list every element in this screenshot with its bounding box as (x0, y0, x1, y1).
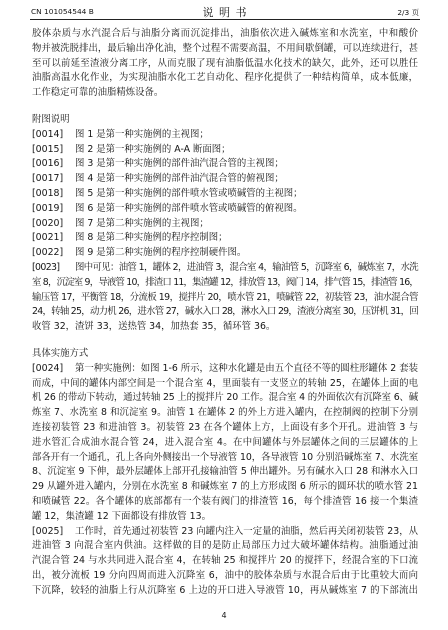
text-line: 汽混合管 24 与水共同进入混合室 4，在转轴 25 和搅拌片 20 的搅拌下，经混合室的下口流 (32, 555, 418, 567)
text-line: 收管 32，渣饼 33，送热管 34，加热套 35，循环管 36。 (32, 321, 276, 333)
section-heading-embodiment: 具体实施方式 (32, 347, 89, 359)
paragraph-number: [0018] (32, 187, 64, 199)
text-line: 进水管汇合成油水混合管 24，进入混合室 4。在中间罐体与外层罐体之间的三层罐体的上 (32, 436, 418, 448)
text-line: 输压管 17，平衡管 18，分流板 19，搅拌片 20，喷水管 21，喷碱管 22，初装管 23，油水混合管 (32, 291, 418, 303)
header-rule (30, 19, 420, 20)
paragraph-number: [0014] (32, 128, 64, 140)
figure-list-item (32, 202, 418, 217)
figure-description: 图 8 是第二种实施例的程序控制图； (75, 232, 228, 244)
paragraph-number: [0024] (32, 362, 64, 374)
paragraph-number: [0023] (32, 261, 60, 273)
text-line: 油脂高温水化作业，为实现油脂水化工艺自动化、程序化提供了一种结构简单，成本低廉， (32, 72, 418, 84)
text-span: 图中可见：油管 1，罐体 2，进油管 3，混合室 4，输油管 5，沉降室 6，碱炼室 7，水洗 (75, 261, 418, 273)
paragraph-number: [0022] (32, 247, 64, 259)
paragraph-number: [0015] (32, 143, 64, 155)
text-line (32, 362, 418, 377)
figure-list-item (32, 187, 418, 202)
page-number: 4 (221, 611, 227, 620)
figure-list-item (32, 128, 418, 143)
figure-list-item (32, 172, 418, 187)
text-line: 和喷碱管 22。各个罐体的底部都有一个装有阀门的排渣管 16，每个排渣管 16 接一个集渣 (32, 495, 418, 507)
figure-description: 图 4 是第一种实施例的部件油汽混合管的俯视图； (75, 173, 284, 185)
text-line: 机 26 的带动下转动，通过转轴 25 上的搅拌片 20 工作。混合室 4 的外面依次有沉降室 6、碱 (32, 392, 418, 404)
text-line: 胶体杂质与水汽混合后与油脂分离而沉淀排出，油脂依次进入碱炼室和水洗室，中和酸价 (32, 28, 418, 39)
document-section-title: 说 明 书 (202, 6, 248, 19)
text-line: 24，转轴 25，动力机 26，进水管 27，碱水入口 28，淋水入口 29，渣液分离室 30，压饼机 31，回 (32, 306, 418, 318)
document-body (32, 27, 418, 598)
text-line: 室 8，沉淀室 9，导液管 10，排渣口 11，集渣罐 12，排放管 13，阀门 14，排气管 15，排渣管 16， (32, 276, 418, 288)
operation-paragraph (32, 525, 418, 599)
figure-list-item (32, 157, 418, 172)
figure-list-item (32, 143, 418, 158)
text-line: 部各开有一个通孔，孔上各向外侧接出一个导液管 10，各导液管 10 分别沿碱炼室 7、水洗室 (32, 451, 418, 463)
text-line: 物并被洗脱排出，最后输出净化油，整个过程不需要高温，不用间歇倒罐，可以连续进行，甚 (32, 42, 418, 54)
text-line: 而成，中间的罐体内部空间是一个混合室 4，里面装有一支竖立的转轴 25，在罐体上面的电 (32, 377, 418, 389)
figure-description: 图 6 是第一种实施例的部件喷水管或喷碱管的俯视图。 (75, 202, 303, 214)
text-line: 29 从罐外进入罐内，分别在水洗室 8 和碱炼室 7 的上方形成图 6 所示的圆环状的喷水管 21 (32, 481, 418, 493)
text-line: 连接初装管 23 和进油管 3。初装管 23 在各个罐体上方，上面设有多个开孔。进油管 3 与 (32, 421, 418, 433)
page-header (31, 4, 419, 18)
text-span: 第一种实施例：如图 1-6 所示，这种水化罐是由五个直径不等的圆柱形罐体 2 套装 (75, 362, 418, 374)
paragraph-number: [0025] (32, 525, 64, 537)
figure-legend-paragraph (32, 261, 418, 335)
figure-list-item (32, 246, 418, 261)
intro-paragraph (32, 27, 418, 101)
figure-list-item (32, 231, 418, 246)
text-line: 工作稳定可靠的油脂精炼设备。 (32, 87, 164, 99)
text-line (32, 525, 418, 540)
figure-description: 图 2 是第一种实施例的 A-A 断面图； (75, 143, 231, 155)
text-line: 进油管 3 向混合室内供油。这样做的目的是防止局部压力过大破坏罐体结构。油脂通过油 (32, 540, 418, 552)
text-line: 至可以前延至渣液分离工序，从而克服了现有油脂低温水化技术的缺欠，此外，还可以胜任 (32, 57, 418, 69)
paragraph-number: [0019] (32, 202, 64, 214)
figure-description: 图 9 是第二种实施例的程序控制硬件图。 (75, 247, 247, 259)
embodiment-paragraph (32, 362, 418, 525)
figure-list (32, 128, 418, 261)
paragraph-number: [0016] (32, 158, 64, 170)
text-line: 下沉降，较轻的油脂上行从沉降室 6 上边的开口进入导液管 10，再从碱炼室 7 的下部流出 (32, 584, 418, 596)
section-heading-drawings: 附图说明 (32, 113, 70, 125)
text-line (32, 261, 418, 276)
text-line: 罐 12，集渣罐 12 下面都设有排放管 13。 (32, 510, 211, 522)
figure-description: 图 1 是第一种实施例的主视图； (75, 128, 209, 140)
paragraph-number: [0017] (32, 173, 64, 185)
figure-description: 图 7 是第二种实施例的主视图； (75, 217, 209, 229)
text-line: 8、沉淀室 9 下伸，最外层罐体上部开孔接输油管 5 伸出罐外。另有碱水入口 28 和淋水入口 (32, 466, 418, 478)
document-number: CN 101054544 B (31, 7, 94, 16)
text-line: 出，被分流板 19 分向四周而进入沉降室 6，油中的胶体杂质与水混合后由于比重较大而向 (32, 569, 418, 581)
figure-description: 图 5 是第一种实施例的部件喷水管或喷碱管的主视图； (75, 187, 303, 199)
figure-description: 图 3 是第一种实施例的部件油汽混合管的主视图； (75, 158, 284, 170)
page-count: 2/3 页 (397, 8, 419, 17)
text-line: 炼室 7、水洗室 8 和沉淀室 9。油管 1 在罐体 2 的外上方进入罐内，在控制阀的控制下分别 (32, 407, 418, 419)
paragraph-number: [0020] (32, 217, 64, 229)
figure-list-item (32, 217, 418, 232)
text-span: 工作时，首先通过初装管 23 向罐内注入一定量的油脂，然后再关闭初装管 23，从 (75, 525, 418, 537)
paragraph-number: [0021] (32, 232, 64, 244)
